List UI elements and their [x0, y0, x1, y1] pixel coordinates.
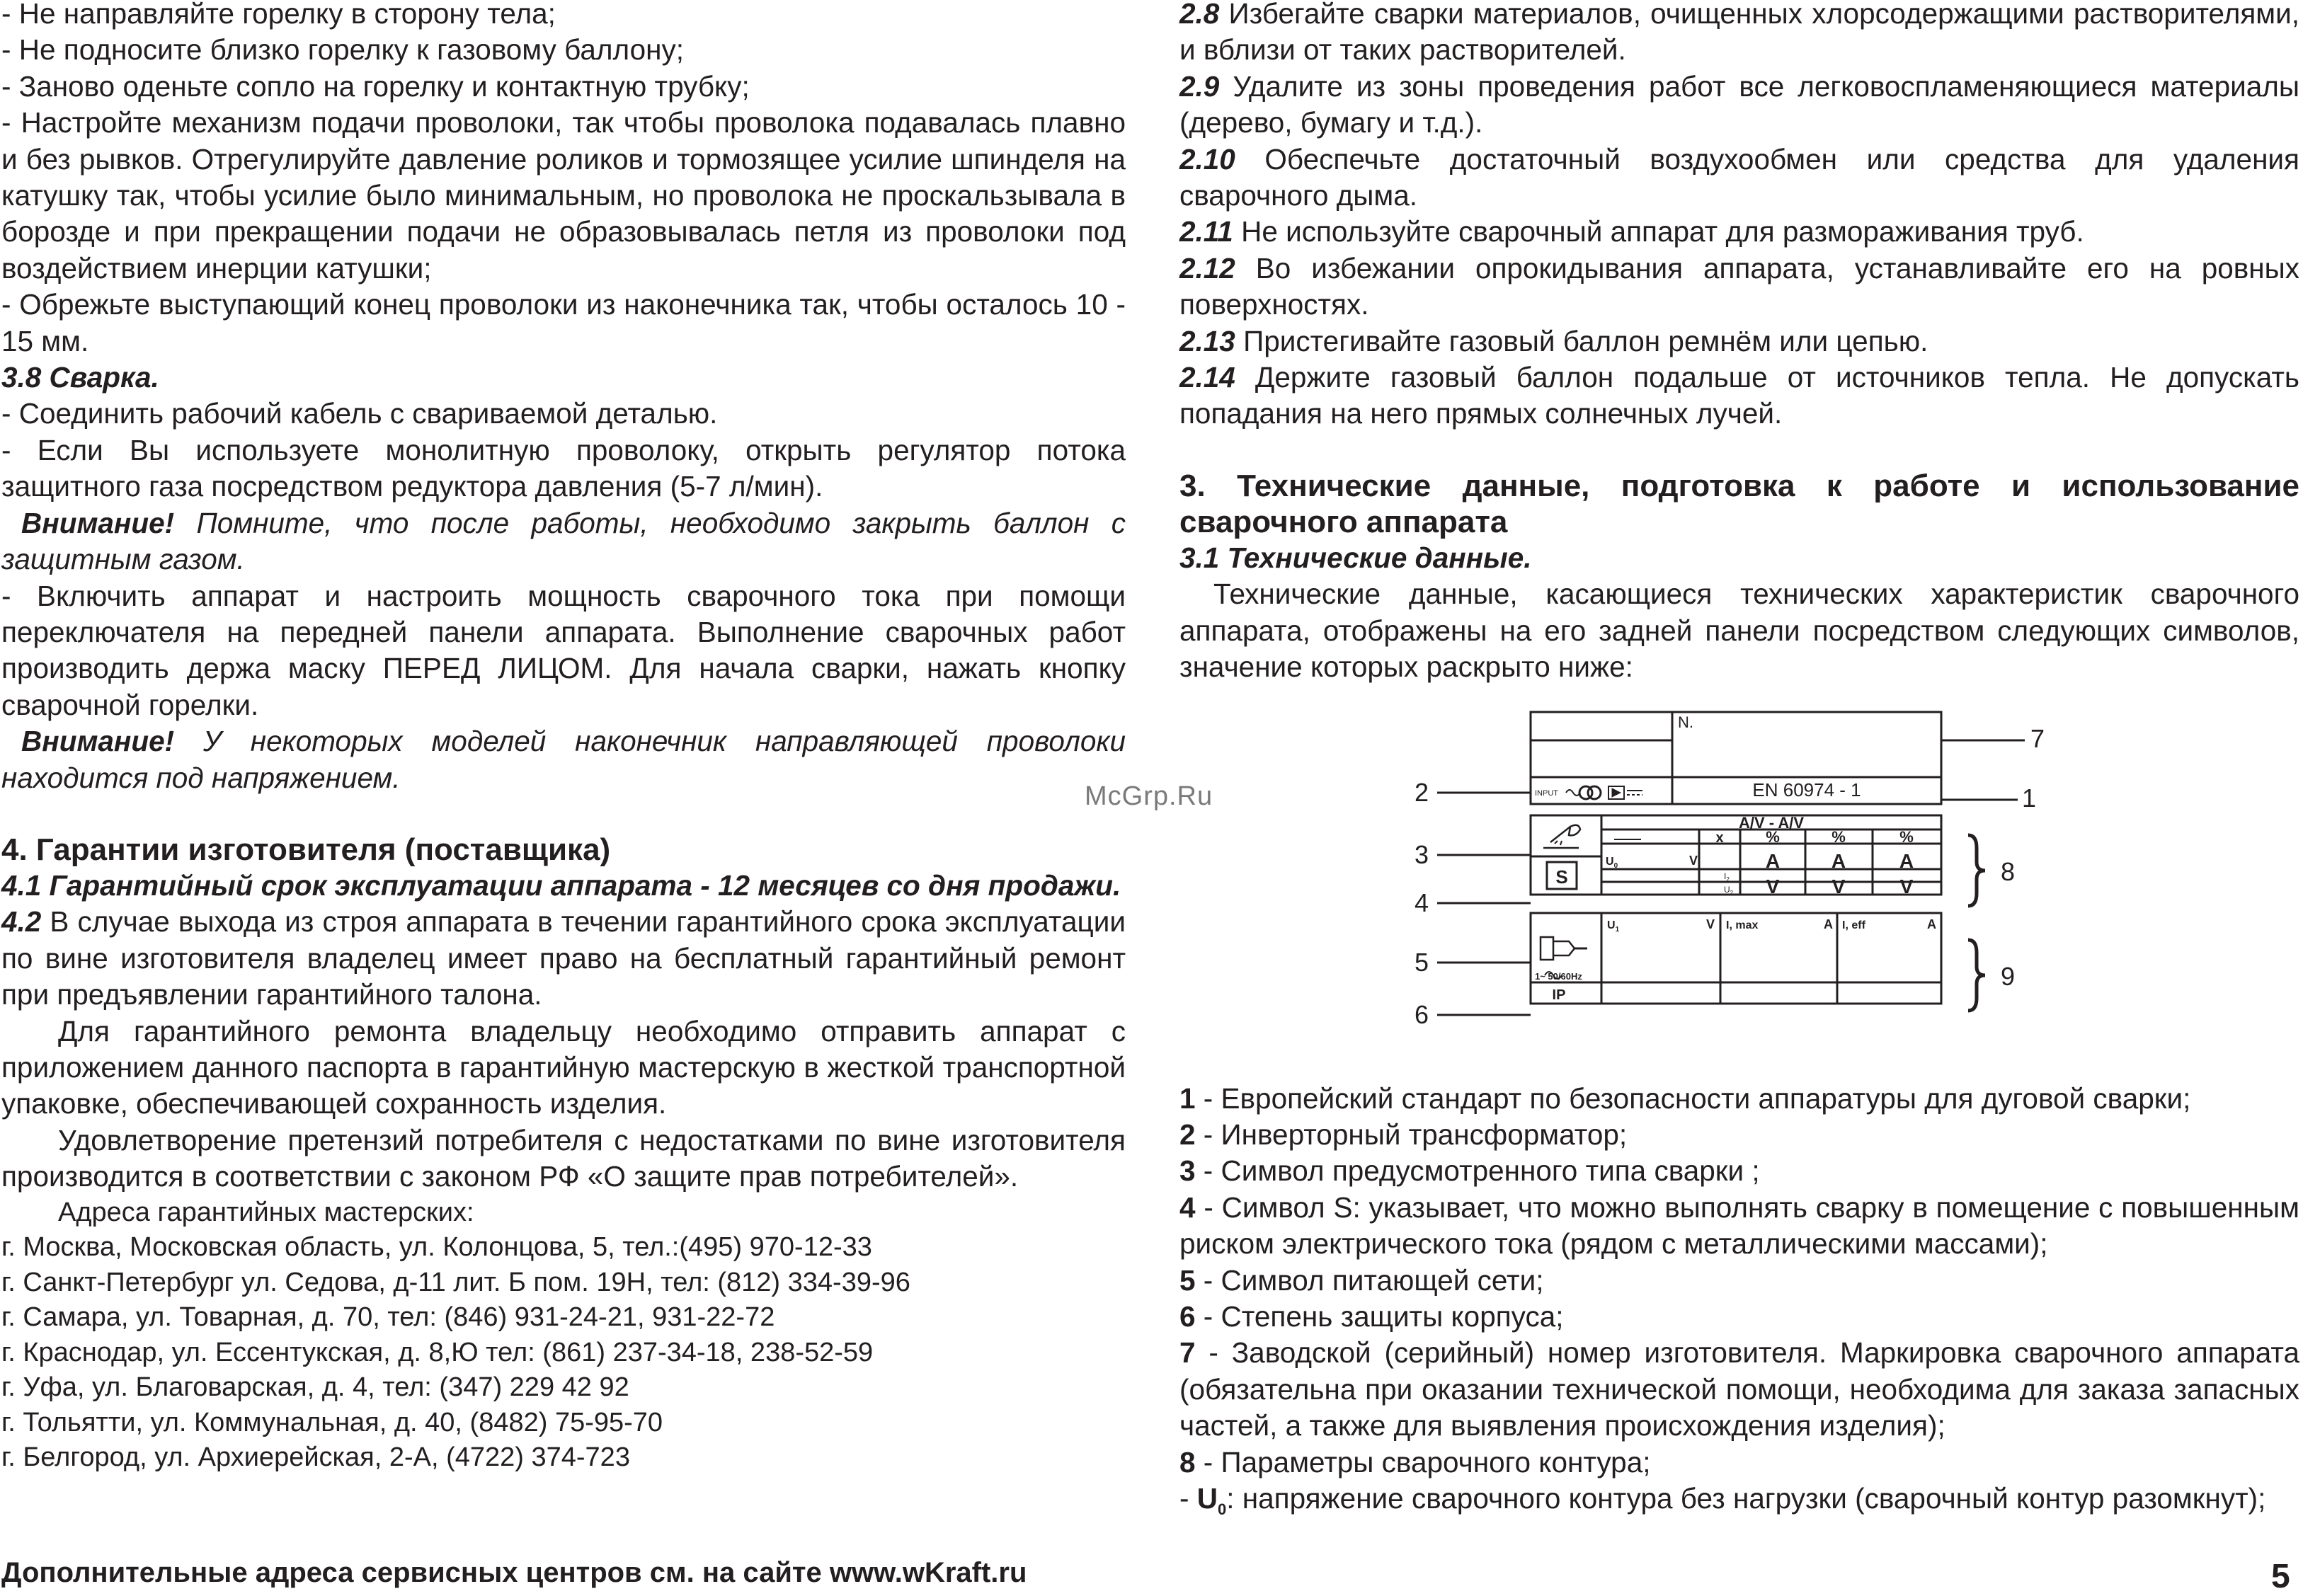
legend-item-u0 [1179, 1481, 2299, 1528]
plate-mains-label: 1~ 50/60Hz [1535, 971, 1582, 982]
plate-volt-unit: V [1899, 875, 1914, 897]
warning-label: Внимание! [21, 725, 175, 758]
plate-i1max-amp-unit: A [1824, 917, 1833, 931]
address-item: г. Белгород, ул. Архиерейская, 2-А, (4722) 374-723 [1, 1442, 630, 1473]
item-text: Не используйте сварочный аппарат для размораживания труб. [1233, 215, 2084, 248]
legend-text: - Параметры сварочного контура; [1195, 1445, 1651, 1479]
callout-1: 1 [2022, 783, 2037, 813]
item-text: Обеспечьте достаточный воздухообмен или средства для удаления сварочного дыма. [1179, 142, 2299, 212]
intro-line: - Заново оденьте сопло на горелку и контактную трубку; [1, 69, 750, 103]
address-list [1, 1230, 1126, 1476]
plate-percent: % [1766, 828, 1780, 846]
page-number: 5 [2271, 1558, 2290, 1595]
plate-serial-label: N. [1678, 713, 1693, 731]
callout-7: 7 [2030, 724, 2045, 753]
callout-9: 9 [2001, 962, 2016, 991]
legend-list [1179, 1081, 2299, 1528]
warranty-4-2 [1, 904, 1126, 1013]
plate-percent: % [1899, 828, 1914, 846]
plate-volt-unit: V [1831, 875, 1846, 897]
warranty-4-1: 4.1 Гарантийный срок эксплуатации аппарата - 12 месяцев со дня продажи. [1, 868, 1121, 902]
legend-item [1179, 1445, 2299, 1481]
callout-3: 3 [1415, 840, 1429, 869]
callout-6: 6 [1415, 1000, 1429, 1029]
plate-standard: EN 60974 - 1 [1752, 779, 1861, 800]
weld-gas-paragraph: - Если Вы используете монолитную проволоку, открыть регулятор потока защитного газа посредством редуктора давления (5-7 л/мин). [1, 433, 1126, 503]
address-item: г. Санкт-Петербург ул. Седова, д-11 лит. Б пом. 19Н, тел: (812) 334-39-96 [1, 1267, 910, 1297]
address-item: г. Уфа, ул. Благоварская, д. 4, тел: (347) 229 42 92 [1, 1372, 629, 1403]
item-number: 2.13 [1179, 324, 1235, 357]
item-number: 2.8 [1179, 0, 1220, 30]
plate-u2-label: $U_2$ [1724, 885, 1734, 896]
plate-u1-volt-unit: V [1706, 917, 1715, 931]
legend-number: 7 [1179, 1336, 1196, 1370]
item-text: Удалите из зоны проведения работ все легковоспламеняющиеся материалы (дерево, бумагу и т.д.). [1179, 69, 2299, 139]
legend-text: - Инверторный трансформатор; [1195, 1118, 1628, 1151]
item-number: 2.11 [1179, 215, 1233, 248]
wire-setup-paragraph: - Настройте механизм подачи проволоки, так чтобы проволока подавалась плавно и без рывков. Отрегулируйте давление роликов и тормозящее усилие шпинделя на катушку так, чтобы усилие было минимальным, но проволока не проскальзывала в борозде и при прекращении подачи не образовывалась петля из проволоки под воздействием инерции катушки; [1, 106, 1126, 285]
watermark: McGrp.Ru [1085, 781, 1213, 811]
safety-item-2-14 [1179, 360, 2299, 432]
warning-2 [1, 723, 1126, 796]
warning-1 [1, 505, 1126, 578]
legend-item [1179, 1190, 2299, 1263]
rating-plate-svg [1402, 701, 2045, 1040]
legend-prefix: - [1179, 1481, 1197, 1515]
legend-text: - Заводской (серийный) номер изготовителя. Маркировка сварочного аппарата (обязательна при оказании технической помощи, необходима для заказа запасных частей, а также для выявления происхождения изделия); [1179, 1336, 2299, 1442]
safety-item-2-13 [1179, 323, 2299, 360]
left-column [1, 0, 1126, 1476]
plate-input-label: INPUT [1535, 789, 1558, 798]
u0-symbol: U [1196, 1481, 1218, 1515]
plate-s-symbol: S [1555, 866, 1568, 888]
legend-number: 5 [1179, 1263, 1196, 1297]
legend-text: : напряжение сварочного контура без нагрузки (сварочный контур разомкнут); [1226, 1481, 2266, 1515]
u0-subscript: 0 [1218, 1500, 1227, 1519]
legend-item [1179, 1299, 2299, 1335]
legend-text: - Степень защиты корпуса; [1195, 1299, 1564, 1333]
plate-amp-unit: A [1899, 850, 1914, 872]
warranty-4-2-num: 4.2 [1, 905, 42, 938]
callout-2: 2 [1415, 778, 1429, 807]
welding-torch-icon [1543, 825, 1580, 848]
legend-item [1179, 1081, 2299, 1117]
plate-amp-unit: A [1831, 850, 1846, 872]
legend-number: 8 [1179, 1445, 1196, 1479]
footer-service-note: Дополнительные адреса сервисных центров см. на сайте www.wKraft.ru [1, 1557, 1027, 1588]
plate-u1-label: $U_1$ [1607, 919, 1620, 934]
addresses-title: Адреса гарантийных мастерских: [58, 1197, 474, 1227]
safety-item-2-11 [1179, 214, 2299, 250]
item-text: Пристегивайте газовый баллон ремнём или цепью. [1235, 324, 1928, 357]
legend-text: - Символ предусмотренного типа сварки ; [1195, 1154, 1760, 1188]
plate-u0-label: $U_0$ [1606, 856, 1618, 870]
plate-av-header: A/V - A/V [1738, 814, 1805, 832]
address-item: г. Самара, ул. Товарная, д. 70, тел: (846) 931-24-21, 931-22-72 [1, 1302, 775, 1333]
warranty-4-2-text: В случае выхода из строя аппарата в течении гарантийного срока эксплуатации по вине изготовителя владелец имеет право на бесплатный гарантийный ремонт при предъявлении гарантийного талона. [1, 905, 1126, 1011]
item-text: Держите газовый баллон подальше от источников тепла. Не допускать попадания на него прямых солнечных лучей. [1179, 361, 2299, 430]
callout-4: 4 [1415, 888, 1429, 917]
safety-item-2-12 [1179, 251, 2299, 323]
section-3-1-title: 3.1 Технические данные. [1179, 541, 1532, 574]
item-text: Избегайте сварки материалов, очищенных хлорсодержащими растворителями, и вблизи от таких растворителей. [1179, 0, 2299, 67]
rating-plate-diagram [1402, 701, 2045, 1040]
address-item: г. Тольятти, ул. Коммунальная, д. 40, (8482) 75-95-70 [1, 1407, 663, 1437]
item-number: 2.12 [1179, 251, 1235, 285]
address-item: г. Краснодар, ул. Ессентукская, д. 8,Ю тел: (861) 237-34-18, 238-52-59 [1, 1337, 874, 1367]
callout-8: 8 [2001, 857, 2016, 886]
plate-percent: % [1831, 828, 1846, 846]
wire-cut-paragraph: - Обрежьте выступающий конец проволоки из наконечника так, чтобы осталось 10 - 15 мм. [1, 288, 1126, 357]
plate-ip-label: IP [1552, 987, 1566, 1003]
plate-amp-unit: A [1765, 850, 1781, 872]
legend-number: 6 [1179, 1299, 1196, 1333]
weld-power-paragraph: - Включить аппарат и настроить мощность сварочного тока при помощи переключателя на передней панели аппарата. Выполнение сварочных работ производить держа маску ПЕРЕД ЛИЦОМ. Для начала сварки, нажать кнопку сварочной горелки. [1, 579, 1126, 721]
section-3-title: 3. Технические данные, подготовка к работе и использование сварочного аппарата [1179, 468, 2299, 539]
legend-text: - Символ питающей сети; [1195, 1263, 1544, 1297]
warning-1-text: Помните, что после работы, необходимо закрыть баллон с защитным газом. [1, 506, 1126, 576]
plate-i1eff-amp-unit: A [1927, 917, 1936, 931]
item-text: Во избежании опрокидывания аппарата, устанавливайте его на ровных поверхностях. [1179, 251, 2299, 321]
safety-item-2-9 [1179, 69, 2299, 142]
safety-item-2-10 [1179, 142, 2299, 214]
weld-connect-paragraph: - Соединить рабочий кабель с свариваемой деталью. [1, 397, 718, 430]
safety-item-2-8 [1179, 0, 2299, 69]
legend-number: 4 [1179, 1190, 1196, 1224]
intro-line: - Не подносите близко горелку к газовому баллону; [1, 33, 685, 67]
plate-u0-volt-unit: V [1689, 854, 1698, 868]
legend-text: - Символ S: указывает, что можно выполнять сварку в помещение с повышенным риском электрического тока (рядом с металлическими массами); [1179, 1190, 2299, 1261]
legend-number: 2 [1179, 1118, 1196, 1151]
legend-item [1179, 1117, 2299, 1153]
plate-i1eff-label: I, eff [1842, 919, 1865, 931]
plate-x-label: x [1715, 830, 1724, 846]
plate-i2-label: $I_2$ [1724, 871, 1730, 883]
warranty-paragraph-3: Удовлетворение претензий потребителя с недостатками по вине изготовителя производится в соответствии с законом РФ «О защите прав потребителей». [1, 1123, 1126, 1193]
tech-intro-paragraph: Технические данные, касающиеся технических характеристик сварочного аппарата, отображены на его задней панели посредством следующих символов, значение которых раскрыто ниже: [1179, 578, 2299, 684]
diode-icon [1612, 788, 1621, 797]
section-4-title: 4. Гарантии изготовителя (поставщика) [1, 832, 611, 867]
item-number: 2.9 [1179, 69, 1220, 103]
intro-line: - Не направляйте горелку в сторону тела; [1, 0, 556, 30]
legend-item [1179, 1335, 2299, 1444]
address-item: г. Москва, Московская область, ул. Колонцова, 5, тел.:(495) 970-12-33 [1, 1232, 872, 1263]
plug-icon [1541, 937, 1575, 960]
warning-2-text: У некоторых моделей наконечник направляющей проволоки находится под напряжением. [1, 725, 1126, 794]
item-number: 2.14 [1179, 361, 1235, 394]
item-number: 2.10 [1179, 142, 1235, 176]
legend-item [1179, 1263, 2299, 1299]
legend-number: 3 [1179, 1154, 1196, 1188]
plate-i1max-label: I, max [1726, 919, 1759, 931]
section-3-8-title: 3.8 Сварка. [1, 361, 159, 394]
warranty-paragraph-2: Для гарантийного ремонта владельцу необходимо отправить аппарат с приложением данного паспорта в гарантийную мастерскую в жесткой транспортной упаковке, обеспечивающей сохранность изделия. [1, 1014, 1126, 1120]
callout-5: 5 [1415, 948, 1429, 977]
warning-label: Внимание! [21, 506, 175, 539]
legend-number: 1 [1179, 1081, 1196, 1115]
plate-volt-unit: V [1766, 875, 1780, 897]
legend-text: - Европейский стандарт по безопасности аппаратуры для дуговой сварки; [1195, 1081, 2191, 1115]
legend-item [1179, 1153, 2299, 1189]
